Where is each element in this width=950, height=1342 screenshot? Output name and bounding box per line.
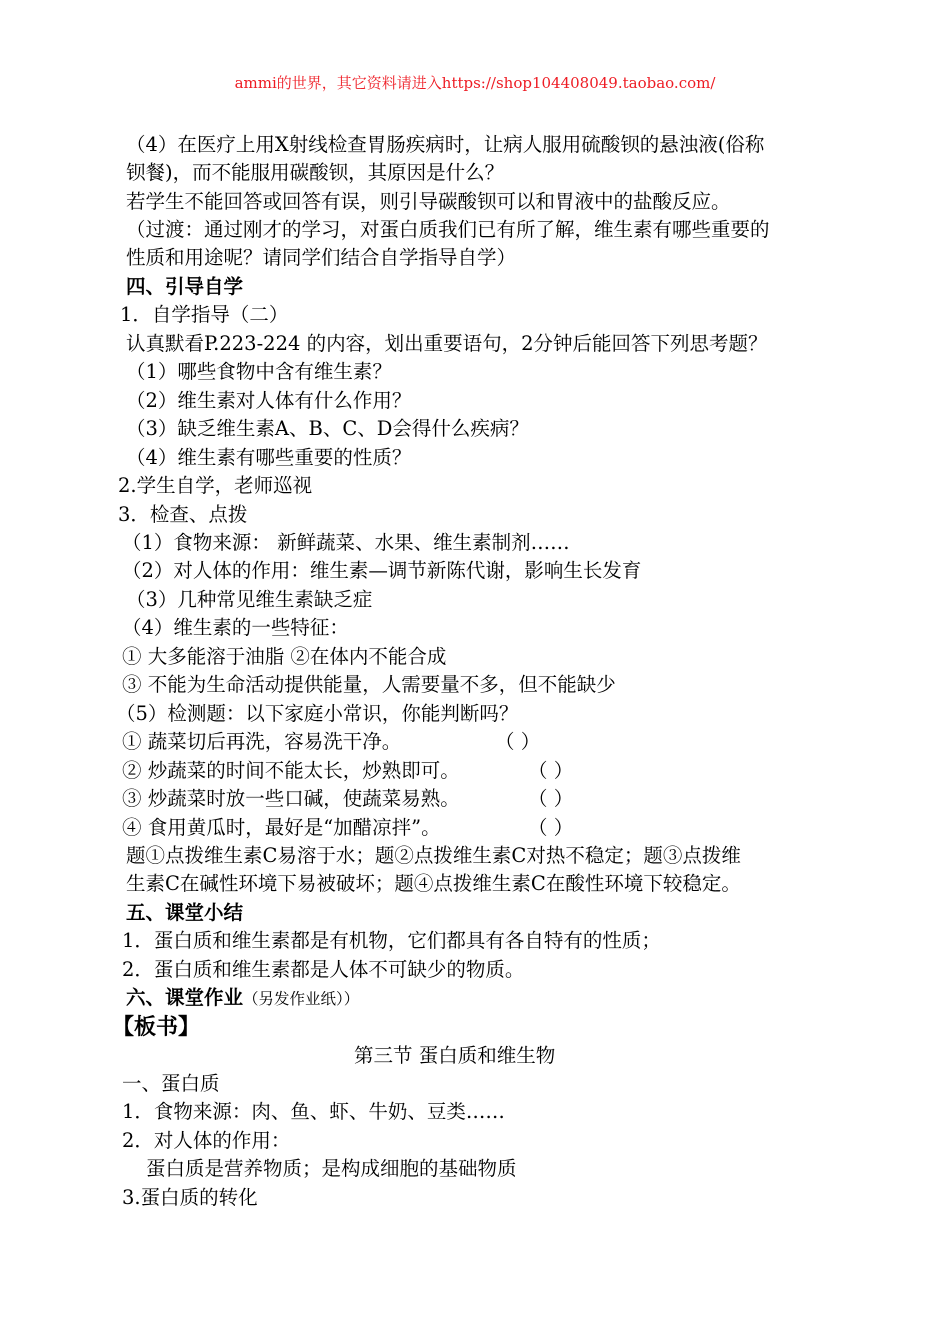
section-heading-text: 六、课堂作业 (126, 986, 244, 1009)
list-item: 2.学生自学，老师巡视 (118, 474, 313, 497)
list-item: （4）维生素的一些特征： (122, 616, 349, 639)
paragraph-line: 性质和用途呢？请同学们结合自学指导自学） (126, 246, 517, 269)
list-item: 蛋白质是营养物质；是构成细胞的基础物质 (146, 1157, 517, 1180)
answer-blank: （ ） (528, 759, 574, 782)
paragraph-line: 若学生不能回答或回答有误，则引导碳酸钡可以和胃液中的盐酸反应。 (126, 190, 731, 213)
list-item: （2）维生素对人体有什么作用？ (126, 389, 412, 412)
section-heading (126, 984, 359, 1013)
list-item: 3.蛋白质的转化 (122, 1186, 258, 1209)
list-item: 3．检查、点拨 (118, 503, 248, 526)
paragraph-line: 题①点拨维生素C易溶于水；题②点拨维生素C对热不稳定；题③点拨维 (126, 844, 741, 867)
list-item: 1．蛋白质和维生素都是有机物，它们都具有各自特有的性质； (122, 929, 661, 952)
list-item: （2）对人体的作用：维生素—调节新陈代谢，影响生长发育 (122, 559, 642, 582)
answer-blank: （ ） (528, 787, 574, 810)
section-heading-note: （另发作业纸）） (243, 990, 360, 1008)
list-item: （4）维生素有哪些重要的性质？ (126, 446, 412, 469)
section-heading: 四、引导自学 (126, 275, 244, 298)
list-item: （3）缺乏维生素A、B、C、D会得什么疾病？ (126, 417, 529, 440)
list-item: 2．对人体的作用： (122, 1129, 291, 1152)
list-item: 1．食物来源：肉、鱼、虾、牛奶、豆类…… (122, 1100, 505, 1123)
list-item: 1．自学指导（二） (120, 303, 289, 326)
quiz-item: ① 蔬菜切后再洗，容易洗干净。 (122, 730, 402, 753)
page-header-watermark: ammi的世界，其它资料请进入https://shop104408049.taobao.com/ (234, 74, 716, 92)
list-item: 一、蛋白质 (122, 1072, 220, 1095)
list-item: 2．蛋白质和维生素都是人体不可缺少的物质。 (122, 958, 525, 981)
list-item: （1）哪些食物中含有维生素？ (126, 360, 392, 383)
paragraph-line: （4）在医疗上用X射线检查胃肠疾病时，让病人服用硫酸钡的悬浊液(俗称 (126, 133, 765, 156)
paragraph-line: 生素C在碱性环境下易被破坏；题④点拨维生素C在酸性环境下较稳定。 (126, 872, 741, 895)
list-item: ③ 不能为生命活动提供能量，人需要量不多，但不能缺少 (122, 673, 616, 696)
paragraph-line: （过渡：通过刚才的学习，对蛋白质我们已有所了解，维生素有哪些重要的 (126, 218, 770, 241)
paragraph-line: 认真默看P.223-224 的内容，划出重要语句，2分钟后能回答下列思考题？ (126, 332, 768, 355)
list-item: （1）食物来源： 新鲜蔬菜、水果、维生素制剂…… (122, 531, 570, 554)
board-title: 第三节 蛋白质和维生物 (354, 1044, 556, 1067)
quiz-item: ④ 食用黄瓜时，最好是“加醋凉拌”。 (122, 816, 441, 839)
list-item: ① 大多能溶于油脂 ②在体内不能合成 (122, 645, 447, 668)
list-item: （5）检测题：以下家庭小常识，你能判断吗？ (116, 702, 519, 725)
quiz-item: ② 炒蔬菜的时间不能太长，炒熟即可。 (122, 759, 460, 782)
quiz-item: ③ 炒蔬菜时放一些口碱，使蔬菜易熟。 (122, 787, 460, 810)
answer-blank: （ ） (495, 730, 541, 753)
list-item: （3）几种常见维生素缺乏症 (126, 588, 373, 611)
answer-blank: （ ） (528, 816, 574, 839)
section-heading: 五、课堂小结 (126, 901, 244, 924)
paragraph-line: 钡餐)，而不能服用碳酸钡，其原因是什么？ (126, 161, 505, 184)
board-heading: 【板书】 (112, 1014, 201, 1040)
